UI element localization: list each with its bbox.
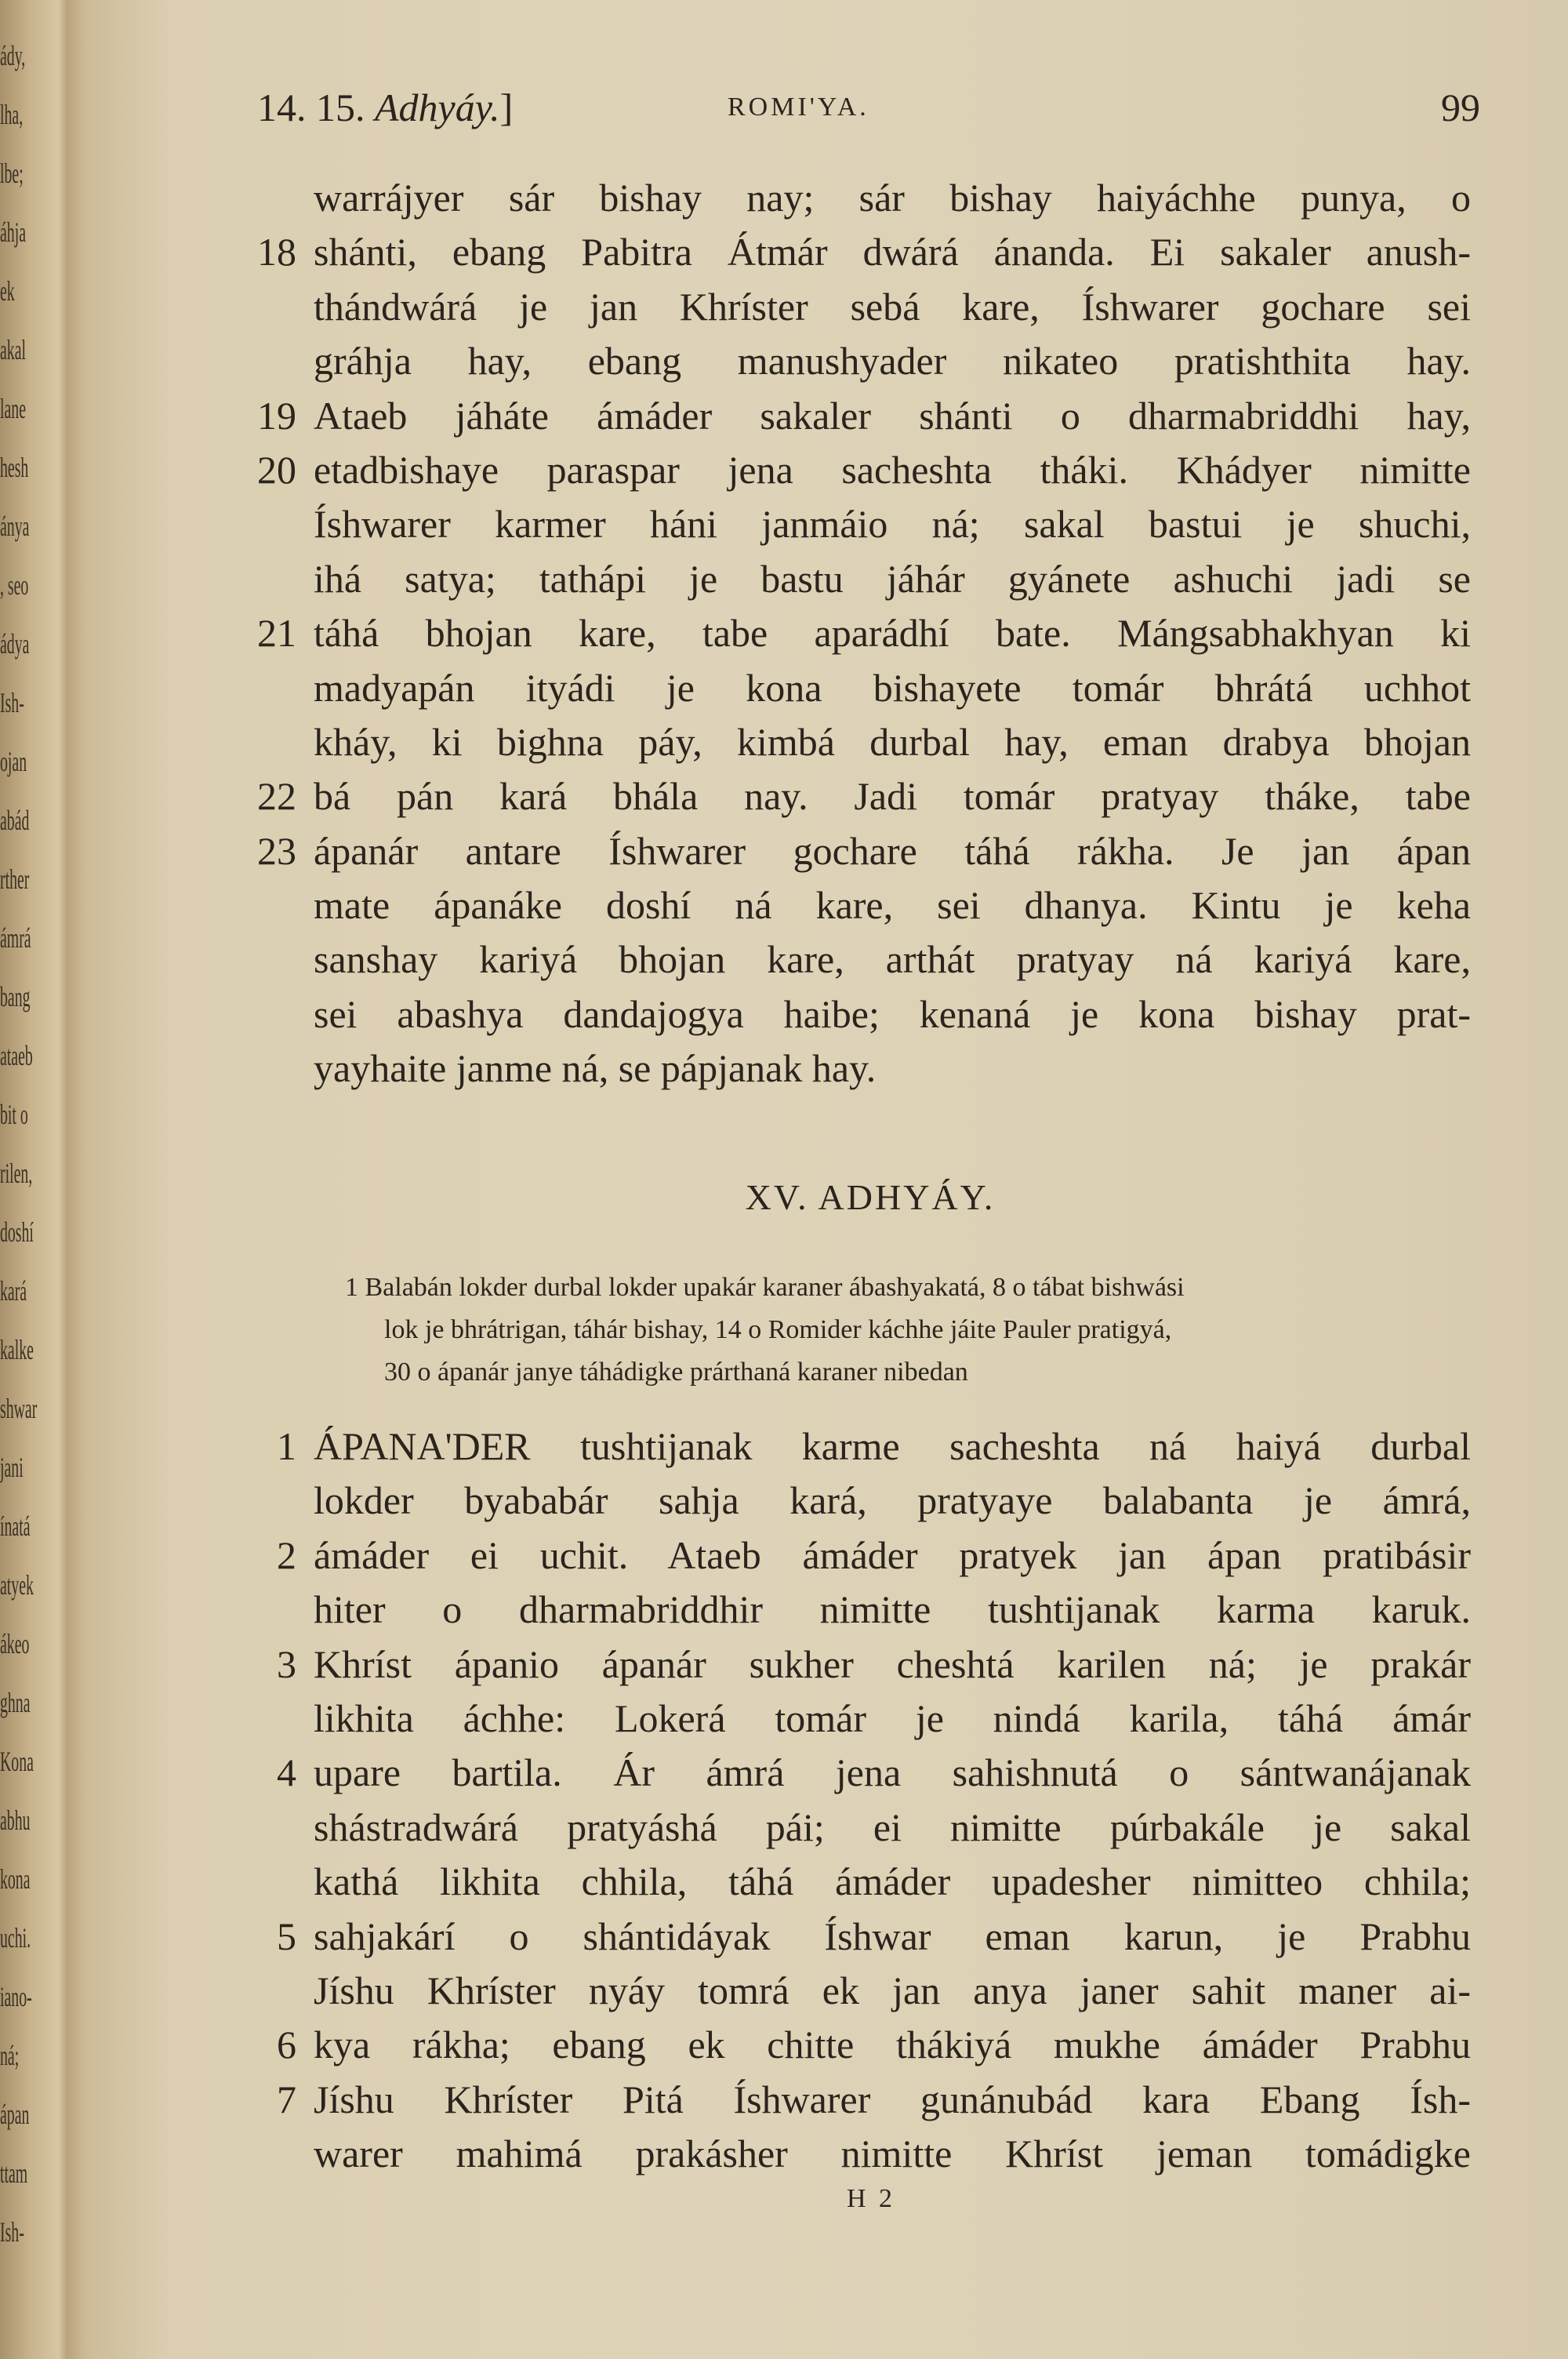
- text-line: [257, 1041, 1471, 1096]
- line-text: sahjakárí o shántidáyak Íshwar eman karun, je Prabhu: [314, 1914, 1471, 1958]
- verse-number: 18: [257, 230, 296, 274]
- line-text: ihá satya; tathápi je bastu jáhár gyánete ashuchi jadi se: [314, 556, 1471, 601]
- line-text: Jíshu Khríster Pitá Íshwarer gunánubád kara Ebang Ísh-: [314, 2077, 1471, 2121]
- facing-page-fragment: ápan: [0, 2099, 30, 2130]
- text-line: [257, 769, 1471, 823]
- text-line: [257, 443, 1471, 497]
- facing-page-fragment: iano-: [0, 1981, 32, 2012]
- text-line: [257, 1419, 1471, 1474]
- text-line: [257, 1528, 1471, 1583]
- facing-page-fragment: lane: [0, 393, 26, 424]
- verse-number: 21: [257, 611, 296, 656]
- text-line: [257, 1964, 1471, 2018]
- chapter-word: Adhyáy.: [375, 85, 500, 129]
- facing-page-fragment: ády,: [0, 40, 26, 71]
- line-text: bá pán kará bhála nay. Jadi tomár pratyay tháke, tabe: [314, 774, 1471, 819]
- text-line: [257, 1801, 1471, 1855]
- text-line: [257, 1692, 1471, 1746]
- facing-page-fragment: ojan: [0, 746, 27, 777]
- text-line: [257, 606, 1471, 660]
- facing-page-fragment: ákeo: [0, 1628, 30, 1659]
- line-text: Íshwarer karmer háni janmáio ná; sakal bastui je shuchi,: [314, 502, 1471, 547]
- line-text: hiter o dharmabriddhir nimitte tushtijanak karma karuk.: [314, 1587, 1471, 1632]
- facing-page-fragment: , seo: [0, 569, 29, 601]
- text-line: [257, 552, 1471, 606]
- text-line: [257, 1910, 1471, 1964]
- facing-page-fragment: ná;: [0, 2040, 20, 2071]
- line-text: kháy, ki bighna páy, kimbá durbal hay, eman drabya bhojan: [314, 719, 1471, 764]
- text-line: [257, 225, 1471, 279]
- line-text: kya rákha; ebang ek chitte thákiyá mukhe ámáder Prabhu: [314, 2023, 1471, 2067]
- text-line: [257, 2018, 1471, 2072]
- facing-page-fragment: ánya: [0, 511, 30, 542]
- summary-line: lok je bhrátrigan, táhár bishay, 14 o Romider káchhe jáite Pauler pratigyá,: [384, 1315, 1172, 1344]
- line-text: warer mahimá prakásher nimitte Khríst jeman tomádigke: [314, 2132, 1471, 2176]
- text-line: [257, 661, 1471, 715]
- line-text: ámáder ei uchit. Ataeb ámáder pratyek jan ápan pratibásir: [314, 1532, 1471, 1577]
- text-line: [257, 824, 1471, 878]
- verse-number: 4: [277, 1750, 296, 1795]
- line-text: yayhaite janme ná, se pápjanak hay.: [314, 1046, 877, 1091]
- verse-number: 3: [277, 1641, 296, 1686]
- line-text: likhita áchhe: Lokerá tomár je nindá karila, táhá ámár: [314, 1696, 1471, 1740]
- line-text: sei abashya dandajogya haibe; kenaná je kona bishay prat-: [314, 991, 1471, 1036]
- text-line: [257, 1746, 1471, 1800]
- line-text: upare bartila. Ár ámrá jena sahishnutá o sántwanájanak: [314, 1750, 1471, 1795]
- line-text: thándwárá je jan Khríster sebá kare, Íshwarer gochare sei: [314, 284, 1471, 329]
- text-line: [257, 334, 1471, 388]
- text-line: [257, 1637, 1471, 1692]
- verse-number: 22: [257, 774, 296, 819]
- verse-number: 1: [277, 1424, 296, 1468]
- line-text: lokder byababár sahja kará, pratyaye balabanta je ámrá,: [314, 1478, 1471, 1523]
- facing-page-fragment: ghna: [0, 1687, 31, 1718]
- line-text: warrájyer sár bishay nay; sár bishay haiyáchhe punya, o: [314, 176, 1471, 220]
- text-line: [257, 2127, 1471, 2181]
- verse-number: 6: [277, 2023, 296, 2067]
- line-text: ÁPANA'DER tushtijanak karme sacheshta ná haiyá durbal: [314, 1424, 1471, 1468]
- chapter-14-text: [257, 171, 1471, 1096]
- facing-page-fragment: Ish-: [0, 687, 24, 718]
- facing-page-fragment: rilen,: [0, 1158, 33, 1189]
- facing-page-fragment: bit o: [0, 1099, 28, 1130]
- text-line: [257, 987, 1471, 1041]
- facing-page-fragment: uchi.: [0, 1922, 31, 1954]
- line-text: shástradwárá pratyáshá pái; ei nimitte púrbakále je sakal: [314, 1805, 1471, 1849]
- chapter-15-text: [257, 1419, 1471, 2181]
- facing-page-fragment: kará: [0, 1275, 27, 1307]
- facing-page-fragment: hesh: [0, 452, 29, 483]
- text-line: [257, 715, 1471, 769]
- facing-page-fragment: kona: [0, 1863, 31, 1895]
- facing-page-fragment: kalke: [0, 1334, 34, 1365]
- line-text: shánti, ebang Pabitra Átmár dwárá ánanda. Ei sakaler anush-: [314, 230, 1471, 274]
- facing-page-fragment: ínatá: [0, 1510, 31, 1542]
- facing-page-fragment: bang: [0, 981, 31, 1012]
- text-line: [257, 2073, 1471, 2127]
- summary-line: 1 Balabán lokder durbal lokder upakár karaner ábashyakatá, 8 o tábat bishwási: [345, 1273, 1185, 1302]
- text-line: [257, 497, 1471, 551]
- line-text: mate ápanáke doshí ná kare, sei dhanya. Kintu je keha: [314, 883, 1471, 928]
- bracket: ]: [499, 85, 514, 129]
- verse-number: 2: [277, 1532, 296, 1577]
- facing-page-fragment: ámrá: [0, 922, 31, 954]
- text-line: [257, 280, 1471, 334]
- text-line: [257, 171, 1471, 225]
- chapter-15-heading: XV. ADHYÁY.: [745, 1177, 996, 1217]
- facing-page-fragment: shwar: [0, 1393, 38, 1424]
- facing-page-fragment: ek: [0, 275, 15, 307]
- chapter-reference: [257, 85, 513, 130]
- line-text: táhá bhojan kare, tabe aparádhí bate. Mángsabhakhyan ki: [314, 611, 1471, 656]
- signature-mark: H 2: [847, 2184, 896, 2213]
- line-text: ápanár antare Íshwarer gochare táhá rákha. Je jan ápan: [314, 828, 1471, 873]
- facing-page-fragment: áhja: [0, 216, 26, 248]
- facing-page-fragment: ttam: [0, 2157, 28, 2189]
- verse-number: 19: [257, 393, 296, 438]
- facing-page-fragment: jani: [0, 1452, 24, 1483]
- line-text: Jíshu Khríster nyáy tomrá ek jan anya janer sahit maner ai-: [314, 1968, 1471, 2012]
- line-text: etadbishaye paraspar jena sacheshta tháki. Khádyer nimitte: [314, 447, 1471, 492]
- verse-number: 20: [257, 447, 296, 492]
- text-line: [257, 932, 1471, 987]
- facing-page-fragment: lha,: [0, 99, 24, 130]
- facing-page-fragment: doshí: [0, 1216, 34, 1248]
- facing-page-fragment: lbe;: [0, 158, 24, 189]
- facing-page-fragment: rther: [0, 863, 30, 895]
- line-text: kathá likhita chhila, táhá ámáder upadesher nimitteo chhila;: [314, 1859, 1471, 1904]
- chapter-numbers: 14. 15.: [257, 85, 365, 129]
- verse-number: 7: [277, 2077, 296, 2121]
- line-text: madyapán ityádi je kona bishayete tomár bhrátá uchhot: [314, 665, 1471, 710]
- verse-number: 23: [257, 828, 296, 873]
- line-text: sanshay kariyá bhojan kare, arthát pratyay ná kariyá kare,: [314, 937, 1471, 982]
- line-text: Khríst ápanio ápanár sukher cheshtá karilen ná; je prakár: [314, 1641, 1471, 1686]
- book-title: ROMI'YA.: [728, 93, 869, 122]
- facing-page-fragment: Ish-: [0, 2216, 24, 2248]
- facing-page-fragment: Kona: [0, 1746, 34, 1777]
- summary-line: 30 o ápanár janye táhádigke prárthaná karaner nibedan: [384, 1358, 968, 1387]
- page-number: 99: [1441, 85, 1480, 129]
- text-line: [257, 1474, 1471, 1528]
- facing-page-fragment: abhu: [0, 1805, 31, 1836]
- running-header: [257, 85, 1480, 132]
- facing-page-fragment: akal: [0, 334, 26, 365]
- chapter-summary: [345, 1267, 1474, 1394]
- line-text: Ataeb jáháte ámáder sakaler shánti o dharmabriddhi hay,: [314, 393, 1471, 438]
- facing-page-fragment: ádya: [0, 628, 30, 660]
- verse-number: 5: [277, 1914, 296, 1958]
- line-text: gráhja hay, ebang manushyader nikateo pratishthita hay.: [314, 339, 1471, 383]
- facing-page-fragment: ataeb: [0, 1040, 33, 1071]
- text-line: [257, 1855, 1471, 1909]
- facing-page-fragment: atyek: [0, 1569, 34, 1601]
- text-line: [257, 878, 1471, 932]
- text-line: [257, 1583, 1471, 1637]
- facing-page-fragment: abád: [0, 805, 30, 836]
- text-line: [257, 389, 1471, 443]
